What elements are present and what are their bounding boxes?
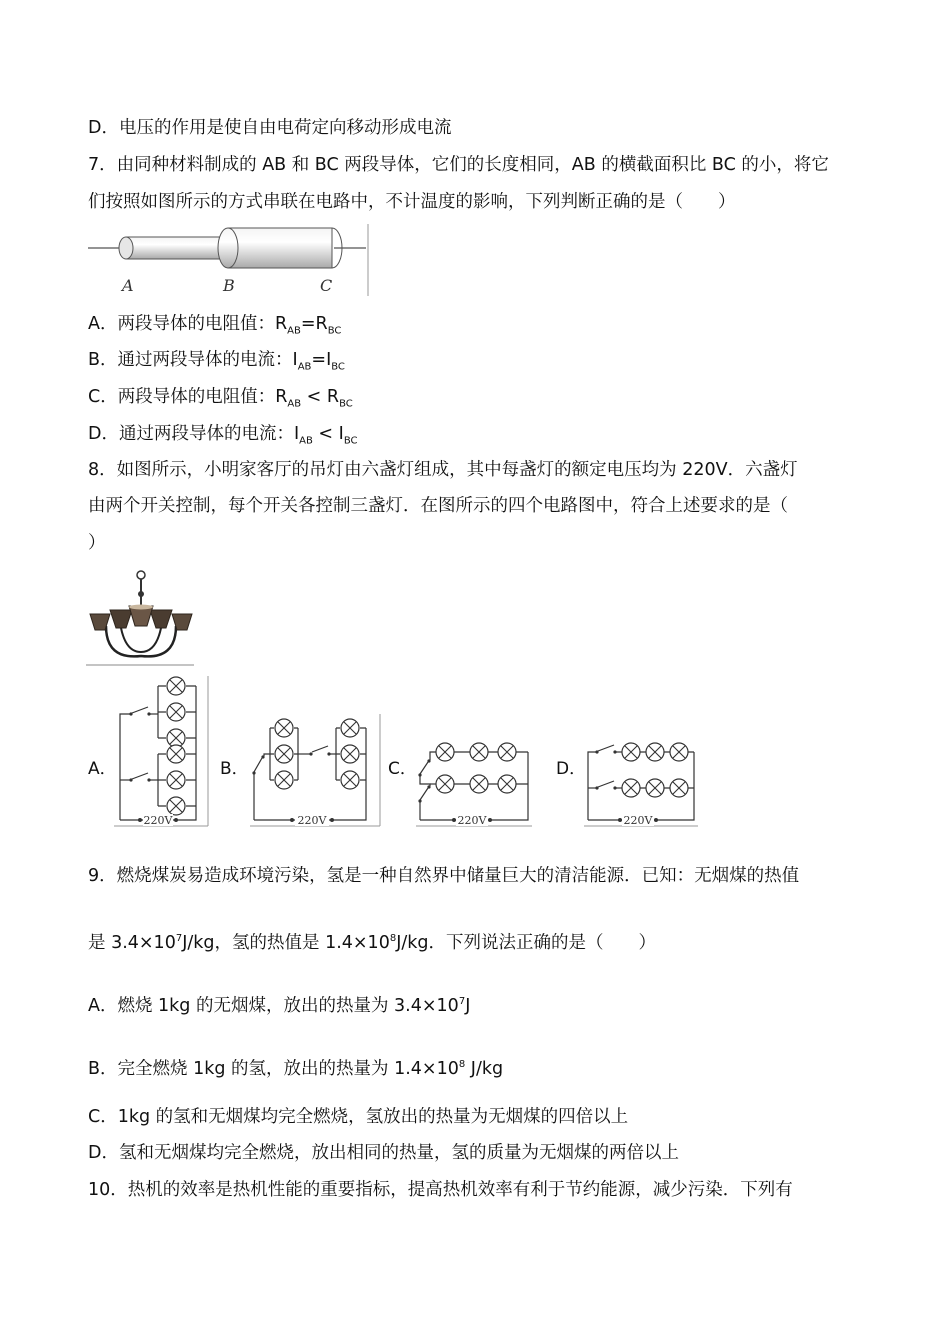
circuit-d xyxy=(582,736,704,832)
q7-option-a: A．两段导体的电阻值：$R_{AB}=R_{BC}$ xyxy=(88,314,342,337)
chandelier-image xyxy=(86,568,196,668)
q10-stem-line1: 10．热机的效率是热机性能的重要指标，提高热机效率有利于节约能源，减少污染．下列有 xyxy=(88,1180,793,1200)
q9-option-b: B．完全燃烧 1kg 的氢，放出的热量为 $1.4\times 10^8$ J/kg xyxy=(88,1058,504,1079)
conductor-figure xyxy=(86,222,376,298)
q7-option-d: D．通过两段导体的电流：$I_{AB} < I_{BC}$ xyxy=(88,424,358,447)
q9-option-a: A．燃烧 1kg 的无烟煤，放出的热量为 $3.4\times 10^7J$ xyxy=(88,995,471,1016)
q9-option-c: C．1kg 的氢和无烟煤均完全燃烧，氢放出的热量为无烟煤的四倍以上 xyxy=(88,1107,629,1127)
q9-stem-line1: 9．燃烧煤炭易造成环境污染，氢是一种自然界中储量巨大的清洁能源．已知：无烟煤的热值 xyxy=(88,866,800,886)
voltage-label-c: 220V xyxy=(457,814,487,827)
fig-label-a: A xyxy=(122,276,134,295)
q7-stem-line2: 们按照如图所示的方式串联在电路中，不计温度的影响，下列判断正确的是（ ） xyxy=(88,192,736,212)
circuit-label-d: D． xyxy=(556,759,587,779)
circuit-label-b: B． xyxy=(220,759,249,779)
q7-option-b: B．通过两段导体的电流：$I_{AB}=I_{BC}$ xyxy=(88,350,345,373)
fig-label-c: C xyxy=(320,276,333,295)
q8-stem-line3: ） xyxy=(88,533,106,553)
q9-option-d: D．氢和无烟煤均完全燃烧，放出相同的热量，氢的质量为无烟煤的两倍以上 xyxy=(88,1143,679,1163)
voltage-label-b: 220V xyxy=(297,814,327,827)
circuit-label-a: A． xyxy=(88,759,117,779)
fig-label-b: B xyxy=(223,276,235,295)
voltage-label-a: 220V xyxy=(143,814,173,827)
circuit-b xyxy=(248,712,384,832)
circuit-c xyxy=(414,736,536,832)
q8-stem-line1: 8．如图所示，小明家客厅的吊灯由六盏灯组成，其中每盏灯的额定电压均为 220V．六盏灯 xyxy=(88,460,798,480)
voltage-label-d: 220V xyxy=(623,814,653,827)
q8-stem-line2: 由两个开关控制，每个开关各控制三盏灯．在图所示的四个电路图中，符合上述要求的是（ xyxy=(88,496,788,516)
circuit-label-c: C． xyxy=(388,759,417,779)
q7-option-c: C．两段导体的电阻值：$R_{AB} < R_{BC}$ xyxy=(88,387,353,410)
q9-stem-line2: 是 $3.4\times 10^7J/kg$，氢的热值是 $1.4\times 10^8J/kg$．下列说法正确的是（ ） xyxy=(88,932,657,953)
q6-option-d: D．电压的作用是使自由电荷定向移动形成电流 xyxy=(88,118,452,138)
q7-stem-line1: 7．由同种材料制成的 AB 和 BC 两段导体，它们的长度相同，AB 的横截面积比 BC 的小，将它 xyxy=(88,155,829,175)
circuit-a xyxy=(112,674,212,832)
